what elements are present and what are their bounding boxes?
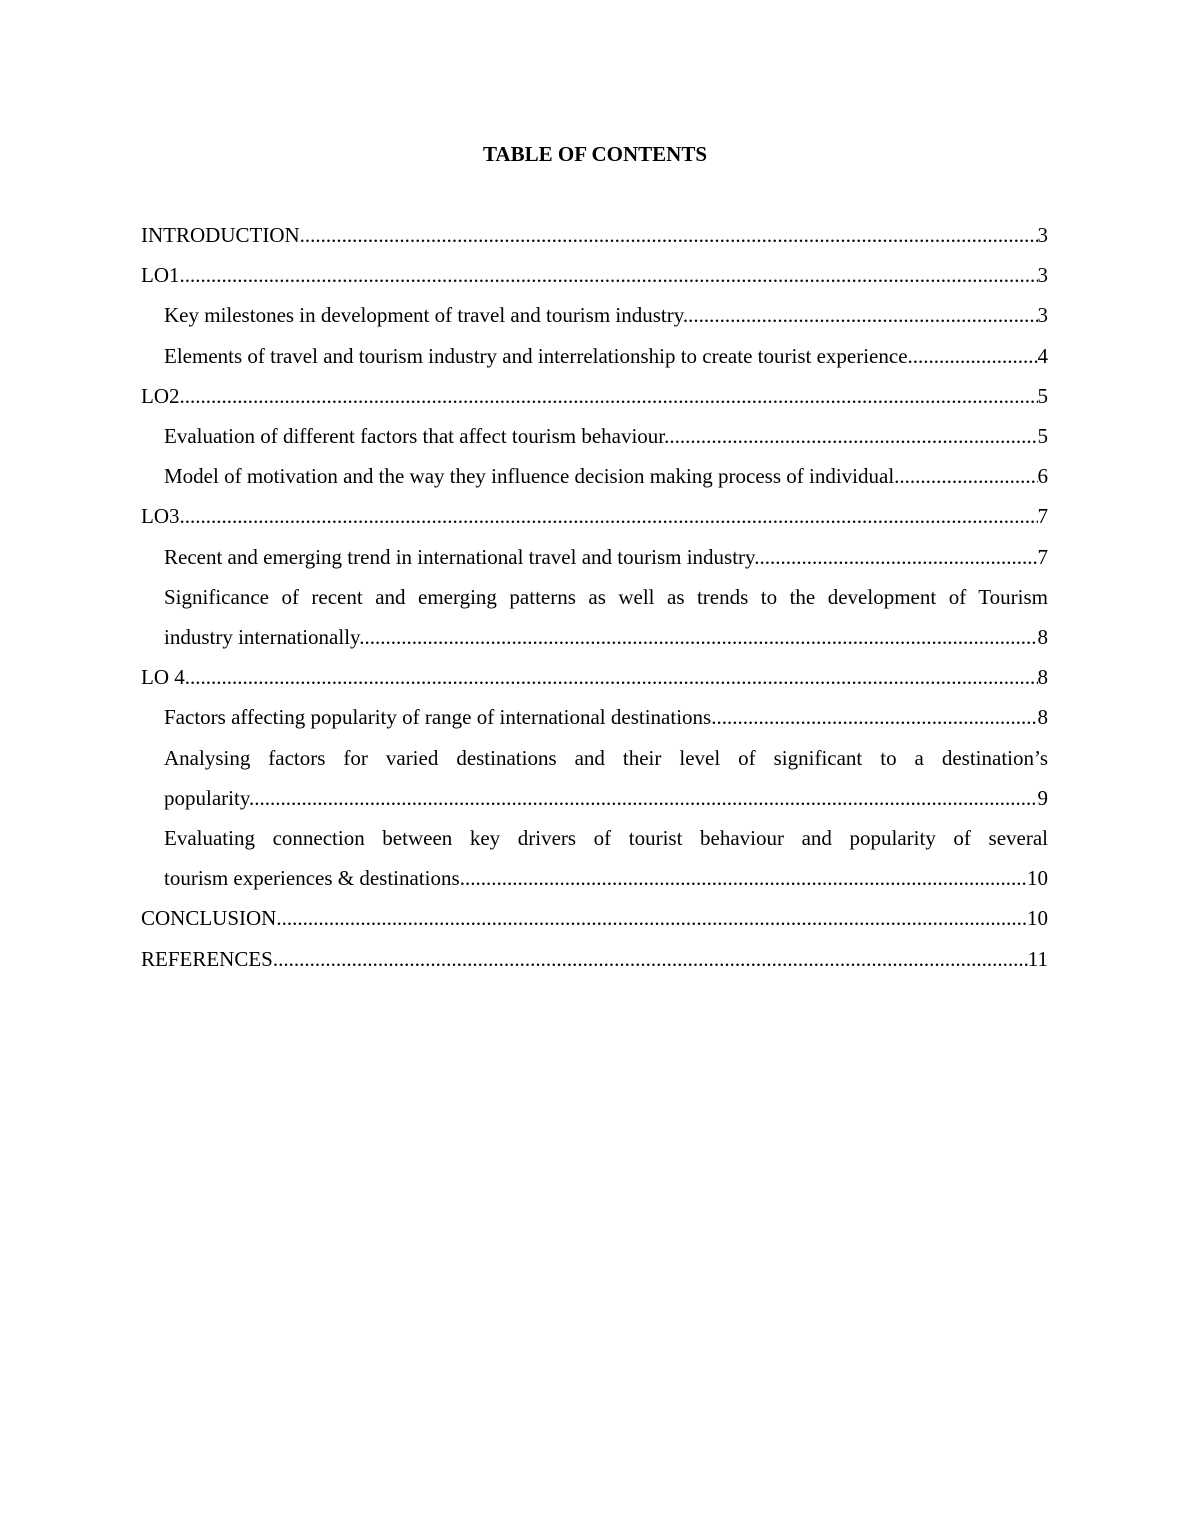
toc-page-number: 7 — [1038, 537, 1049, 577]
toc-leader-dots — [460, 866, 1048, 890]
toc-page-number: 10 — [1027, 858, 1048, 898]
toc-entry-lo2[interactable] — [141, 376, 1048, 416]
toc-entry-lo3[interactable] — [141, 496, 1048, 536]
toc-leader-dots — [180, 263, 1049, 287]
toc-entry-evaluation-of-factors[interactable] — [141, 416, 1048, 456]
toc-entry-label: Model of motivation and the way they influence decision making process of individual — [164, 464, 895, 489]
toc-entry-label-line1: Analysing factors for varied destinations and their level of significant to a destination’s — [164, 745, 1048, 770]
toc-leader-dots — [754, 545, 1048, 569]
toc-page-number: 3 — [1038, 295, 1049, 335]
toc-leader-dots — [711, 705, 1048, 729]
toc-entry-label: LO3 — [141, 504, 180, 529]
toc-leader-dots — [683, 303, 1048, 327]
toc-entry-elements-of-travel[interactable] — [141, 336, 1048, 376]
toc-entry-significance-of-patterns[interactable] — [141, 577, 1048, 657]
toc-entry-label: INTRODUCTION — [141, 223, 300, 247]
toc-entry-label-line1: Evaluating connection between key drivers of tourist behaviour and popularity of several — [164, 826, 1048, 851]
toc-entry-introduction[interactable] — [141, 215, 1048, 255]
toc-page-number: 3 — [1038, 255, 1049, 295]
toc-page-number: 10 — [1027, 898, 1048, 938]
toc-page-number: 8 — [1038, 697, 1049, 737]
toc-leader-dots — [276, 906, 1048, 930]
toc-page-number: 4 — [1038, 336, 1049, 376]
toc-entry-label-line2: tourism experiences & destinations — [164, 866, 460, 891]
toc-entry-label: LO 4 — [141, 665, 185, 690]
toc-entry-key-milestones[interactable] — [141, 295, 1048, 335]
toc-entry-references[interactable] — [141, 939, 1048, 979]
toc-leader-dots — [180, 504, 1049, 528]
toc-entry-label: Elements of travel and tourism industry and interrelationship to create tourist experience — [164, 343, 908, 368]
toc-leader-dots — [894, 464, 1048, 488]
toc-entry-label: Evaluation of different factors that affect tourism behaviour — [164, 424, 665, 449]
toc-entry-label: LO1 — [141, 263, 180, 288]
toc-entry-lo4[interactable] — [141, 657, 1048, 697]
toc-entry-label: CONCLUSION — [141, 906, 277, 931]
toc-page-number: 8 — [1038, 617, 1049, 657]
toc-entry-analysing-factors[interactable] — [141, 738, 1048, 818]
toc-entry-label: LO2 — [141, 383, 180, 408]
toc-entry-label: Factors affecting popularity of range of international destinations — [164, 705, 712, 730]
toc-entry-evaluating-connection[interactable] — [141, 818, 1048, 898]
toc-entry-conclusion[interactable] — [141, 898, 1048, 938]
toc-entry-lo1[interactable] — [141, 255, 1048, 295]
toc-title: TABLE OF CONTENTS — [482, 142, 708, 166]
table-of-contents — [141, 215, 1048, 979]
toc-page-number: 11 — [1028, 939, 1048, 979]
toc-page-number: 8 — [1038, 657, 1049, 697]
toc-page-number: 3 — [1038, 215, 1049, 255]
toc-page-number: 5 — [1038, 376, 1049, 416]
toc-leader-dots — [180, 384, 1049, 408]
toc-page-number: 6 — [1038, 456, 1049, 496]
toc-entry-label-line1: Significance of recent and emerging patterns as well as trends to the development of Tourism — [164, 584, 1048, 609]
toc-leader-dots — [273, 947, 1048, 971]
toc-leader-dots — [908, 344, 1048, 368]
toc-entry-factors-affecting-popularity[interactable] — [141, 697, 1048, 737]
toc-leader-dots — [300, 223, 1048, 247]
toc-entry-label-line2: industry internationally — [164, 625, 360, 650]
toc-entry-label: Key milestones in development of travel and tourism industry — [164, 303, 683, 328]
toc-entry-label-line2: popularity — [164, 785, 249, 810]
toc-entry-recent-emerging-trend[interactable] — [141, 537, 1048, 577]
toc-leader-dots — [664, 424, 1048, 448]
toc-leader-dots — [359, 625, 1048, 649]
toc-page-number: 5 — [1038, 416, 1049, 456]
toc-leader-dots — [249, 786, 1048, 810]
toc-page-number: 7 — [1038, 496, 1049, 536]
toc-leader-dots — [185, 665, 1048, 689]
toc-entry-label: Recent and emerging trend in international travel and tourism industry — [164, 544, 755, 569]
toc-page-number: 9 — [1038, 778, 1049, 818]
toc-entry-model-of-motivation[interactable] — [141, 456, 1048, 496]
toc-entry-label: REFERENCES — [141, 946, 273, 971]
